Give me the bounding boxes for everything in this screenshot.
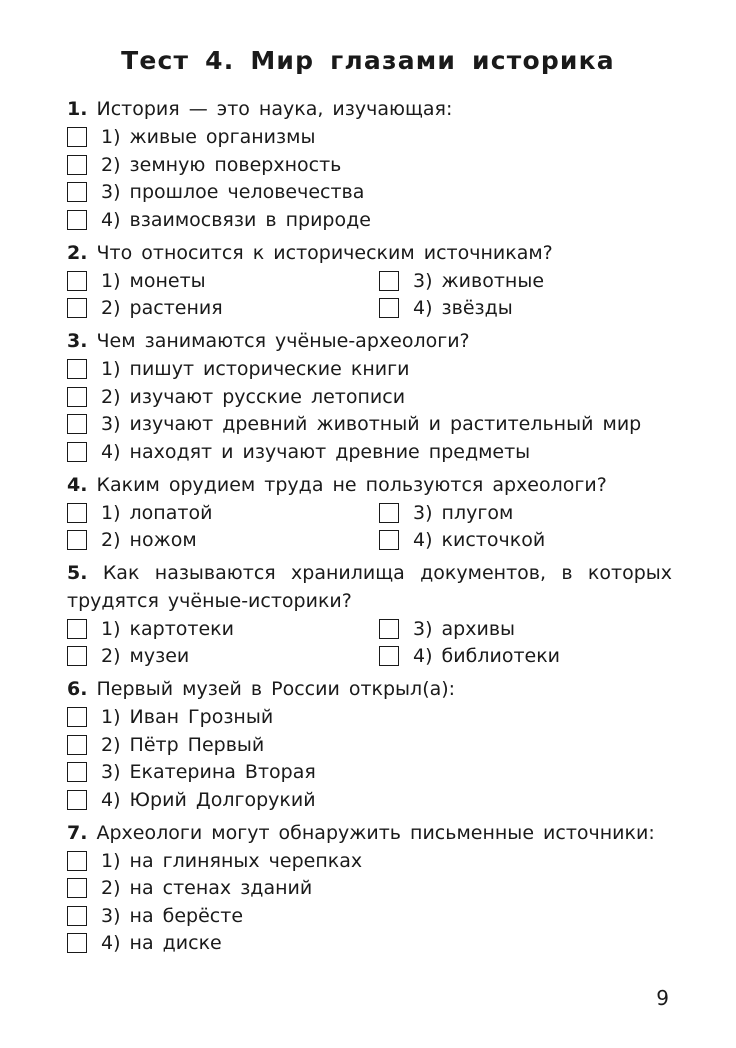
question-1	[67, 96, 672, 234]
answer-checkbox[interactable]	[67, 762, 87, 782]
answer-checkbox[interactable]	[67, 906, 87, 926]
answer-checkbox[interactable]	[67, 155, 87, 175]
answer-checkbox[interactable]	[67, 298, 87, 318]
question-number: 5.	[67, 562, 88, 584]
option-3[interactable]	[379, 615, 672, 643]
question-text	[67, 240, 672, 268]
option-label: 2) изучают русские летописи	[101, 385, 406, 408]
question-number: 3.	[67, 330, 88, 352]
option-label: 2) земную поверхность	[101, 153, 342, 176]
question-number: 7.	[67, 821, 88, 844]
options-list	[67, 704, 672, 814]
option-label: 2) музеи	[101, 645, 190, 668]
answer-checkbox[interactable]	[379, 271, 399, 291]
option-label: 3) животные	[413, 269, 545, 292]
question-4	[67, 472, 672, 555]
option-2[interactable]	[67, 295, 379, 323]
question-7	[67, 820, 672, 958]
options-list	[67, 499, 672, 554]
option-label: 3) прошлое человечества	[101, 181, 365, 204]
answer-checkbox[interactable]	[379, 530, 399, 550]
option-2[interactable]	[67, 731, 672, 759]
answer-checkbox[interactable]	[67, 442, 87, 462]
option-label: 4) библиотеки	[413, 645, 561, 668]
question-number: 1.	[67, 98, 88, 120]
options-list	[67, 267, 672, 322]
question-prompt: Каким орудием труда не пользуются археологи?	[96, 473, 607, 496]
question-2	[67, 240, 672, 323]
option-4[interactable]	[379, 295, 672, 323]
option-label: 1) лопатой	[101, 501, 213, 524]
option-label: 2) растения	[101, 297, 223, 320]
option-label: 3) архивы	[413, 617, 516, 640]
question-prompt: Как называются хранилища документов, в которых трудятся учёные-историки?	[67, 562, 672, 612]
option-label: 2) ножом	[101, 529, 197, 552]
answer-checkbox[interactable]	[67, 619, 87, 639]
question-text	[67, 472, 672, 500]
answer-checkbox[interactable]	[67, 503, 87, 523]
answer-checkbox[interactable]	[67, 878, 87, 898]
option-1[interactable]	[67, 356, 672, 384]
option-4[interactable]	[379, 643, 672, 671]
answer-checkbox[interactable]	[67, 210, 87, 230]
option-3[interactable]	[67, 759, 672, 787]
option-label: 4) на диске	[101, 932, 222, 955]
option-label: 1) живые организмы	[101, 126, 316, 149]
question-text	[67, 560, 672, 615]
option-label: 3) изучают древний животный и растительный мир	[101, 413, 642, 436]
options-list	[67, 356, 672, 466]
answer-checkbox[interactable]	[67, 646, 87, 666]
question-3	[67, 328, 672, 466]
option-label: 4) звёзды	[413, 297, 513, 320]
option-2[interactable]	[67, 383, 672, 411]
option-label: 2) Пётр Первый	[101, 733, 265, 756]
option-label: 4) кисточкой	[413, 529, 546, 552]
option-label: 2) на стенах зданий	[101, 877, 313, 900]
question-text	[67, 820, 672, 848]
answer-checkbox[interactable]	[379, 619, 399, 639]
option-label: 4) взаимосвязи в природе	[101, 208, 371, 231]
option-4[interactable]	[67, 206, 672, 234]
page-title: Тест 4. Мир глазами историка	[121, 46, 615, 75]
question-6	[67, 676, 672, 814]
option-label: 1) монеты	[101, 269, 206, 292]
option-label: 3) на берёсте	[101, 904, 244, 927]
options-list	[67, 615, 672, 670]
answer-checkbox[interactable]	[67, 127, 87, 147]
option-2[interactable]	[67, 643, 379, 671]
option-2[interactable]	[67, 151, 672, 179]
option-1[interactable]	[67, 499, 379, 527]
option-4[interactable]	[67, 930, 672, 958]
answer-checkbox[interactable]	[67, 182, 87, 202]
answer-checkbox[interactable]	[67, 414, 87, 434]
option-1[interactable]	[67, 704, 672, 732]
answer-checkbox[interactable]	[379, 646, 399, 666]
option-label: 1) пишут исторические книги	[101, 358, 410, 381]
option-4[interactable]	[67, 438, 672, 466]
option-label: 4) Юрий Долгорукий	[101, 788, 316, 811]
question-5	[67, 560, 672, 670]
question-prompt: Что относится к историческим источникам?	[96, 241, 553, 264]
option-label: 3) плугом	[413, 501, 514, 524]
answer-checkbox[interactable]	[67, 707, 87, 727]
option-3[interactable]	[67, 902, 672, 930]
option-3[interactable]	[67, 411, 672, 439]
options-list	[67, 847, 672, 957]
option-4[interactable]	[379, 527, 672, 555]
question-text	[67, 96, 672, 124]
option-1[interactable]	[67, 847, 672, 875]
questions-list	[67, 96, 672, 963]
option-2[interactable]	[67, 875, 672, 903]
answer-checkbox[interactable]	[67, 359, 87, 379]
option-label: 1) на глиняных черепках	[101, 849, 363, 872]
option-1[interactable]	[67, 124, 672, 152]
page-number: 9	[656, 986, 669, 1010]
answer-checkbox[interactable]	[67, 851, 87, 871]
question-prompt: Чем занимаются учёные-археологи?	[96, 330, 470, 352]
question-prompt: Археологи могут обнаружить письменные источники:	[96, 821, 655, 844]
option-1[interactable]	[67, 267, 379, 295]
question-number: 2.	[67, 241, 88, 264]
option-label: 1) Иван Грозный	[101, 706, 274, 729]
answer-checkbox[interactable]	[379, 298, 399, 318]
answer-checkbox[interactable]	[67, 387, 87, 407]
option-2[interactable]	[67, 527, 379, 555]
answer-checkbox[interactable]	[67, 271, 87, 291]
question-prompt: Первый музей в России открыл(а):	[96, 678, 456, 700]
answer-checkbox[interactable]	[67, 530, 87, 550]
option-1[interactable]	[67, 615, 379, 643]
question-text	[67, 328, 672, 356]
option-4[interactable]	[67, 786, 672, 814]
answer-checkbox[interactable]	[67, 933, 87, 953]
options-list	[67, 124, 672, 234]
option-3[interactable]	[379, 499, 672, 527]
answer-checkbox[interactable]	[379, 503, 399, 523]
option-label: 1) картотеки	[101, 617, 234, 640]
answer-checkbox[interactable]	[67, 735, 87, 755]
question-number: 6.	[67, 678, 88, 700]
option-3[interactable]	[67, 179, 672, 207]
question-prompt: История — это наука, изучающая:	[96, 98, 453, 120]
answer-checkbox[interactable]	[67, 790, 87, 810]
option-3[interactable]	[379, 267, 672, 295]
option-label: 3) Екатерина Вторая	[101, 761, 316, 784]
question-number: 4.	[67, 473, 88, 496]
question-text	[67, 676, 672, 704]
option-label: 4) находят и изучают древние предметы	[101, 440, 531, 463]
